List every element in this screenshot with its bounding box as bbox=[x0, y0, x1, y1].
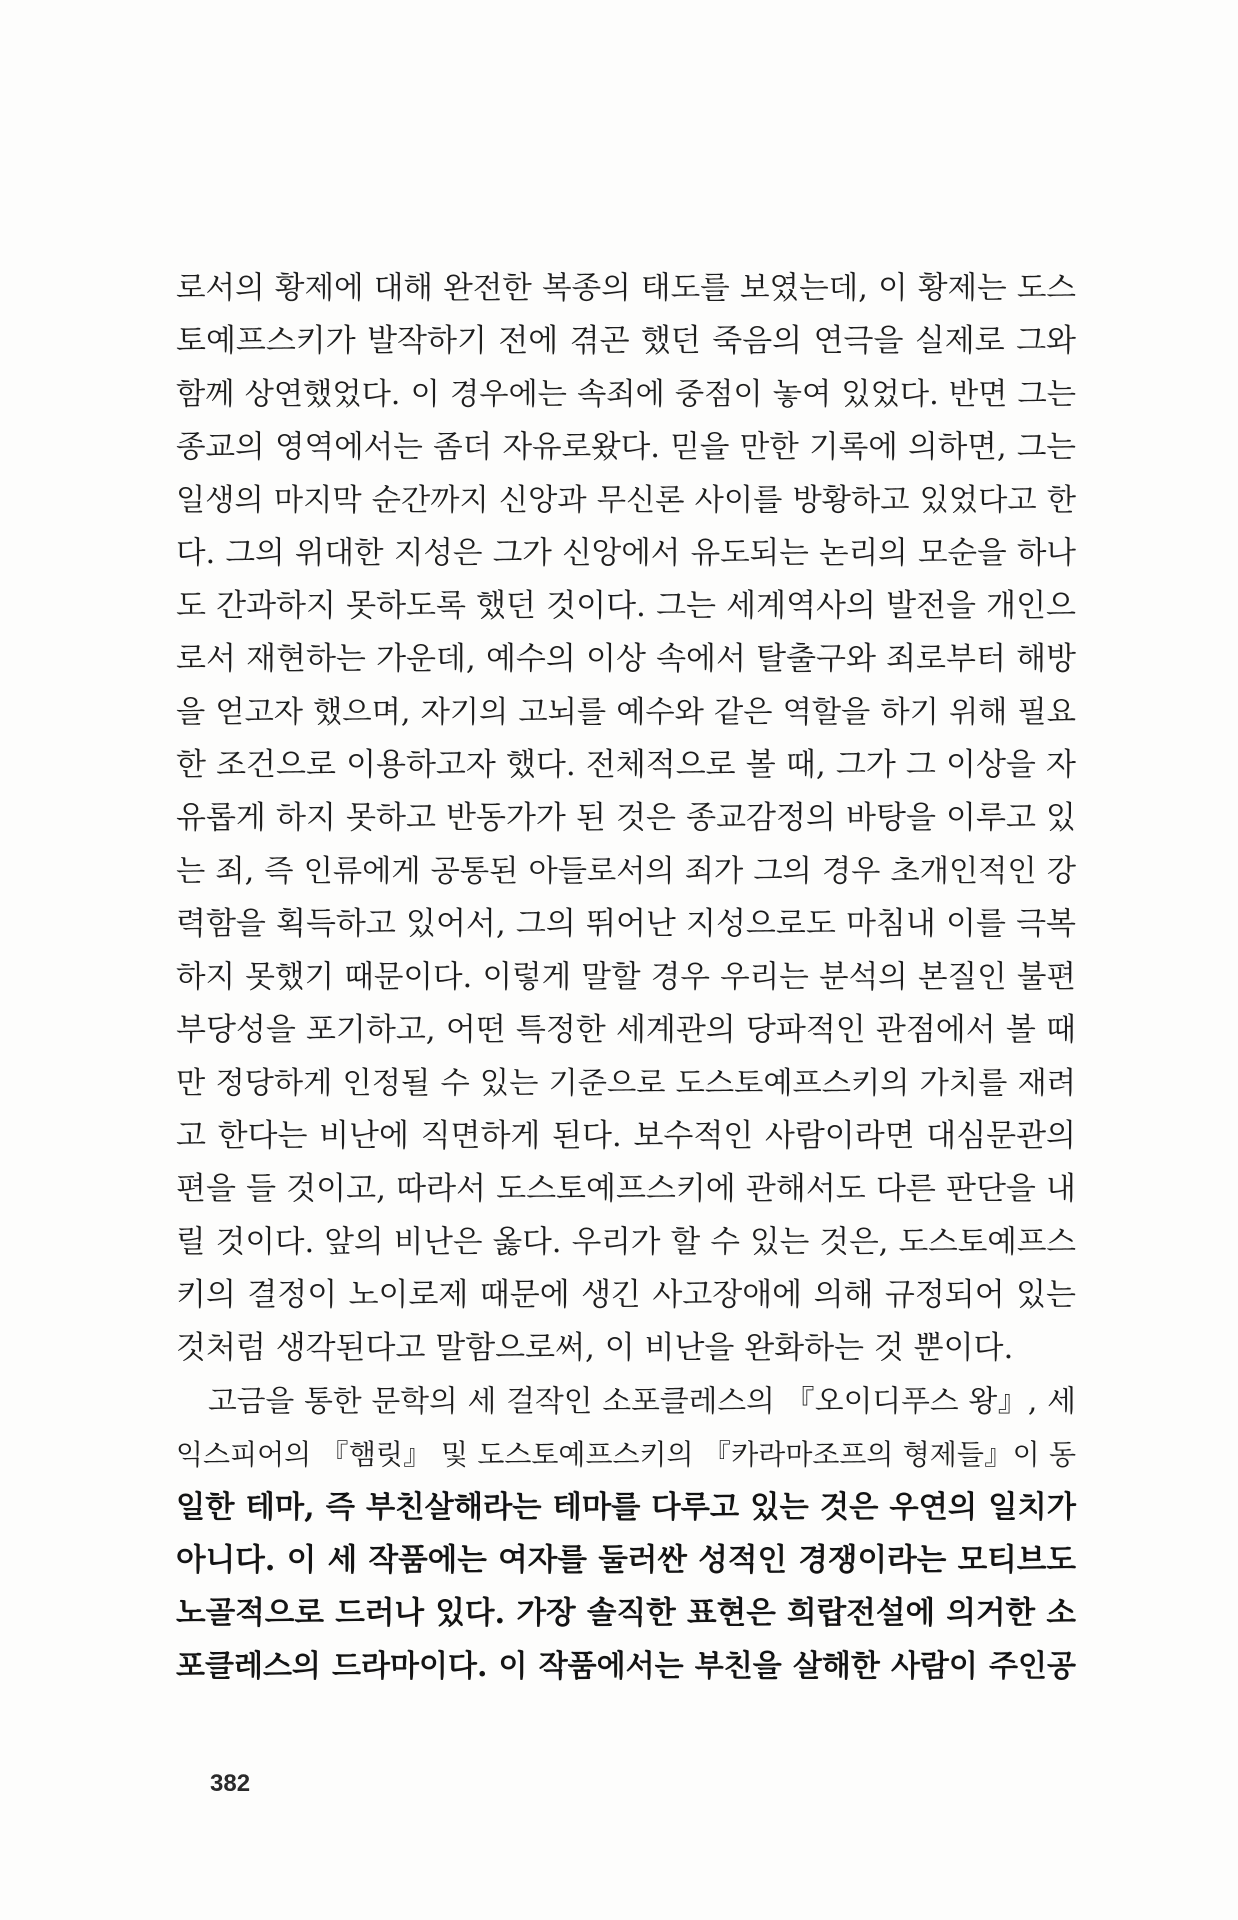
text-line: 일한 테마, 즉 부친살해라는 테마를 다루고 있는 것은 우연의 일치가 bbox=[176, 1490, 1076, 1525]
text-line: 고금을 통한 문학의 세 걸작인 소포클레스의 『오이디푸스 왕』, 세 bbox=[208, 1384, 1076, 1419]
text-line: 만 정당하게 인정될 수 있는 기준으로 도스토예프스키의 가치를 재려 bbox=[176, 1066, 1076, 1101]
text-line: 노골적으로 드러나 있다. 가장 솔직한 표현은 희랍전설에 의거한 소 bbox=[176, 1595, 1076, 1631]
text-line: 익스피어의 『햄릿』 및 도스토예프스키의 『카라마조프의 형제들』이 동 bbox=[176, 1438, 1076, 1471]
text-line: 종교의 영역에서는 좀더 자유로왔다. 믿을 만한 기록에 의하면, 그는 bbox=[176, 430, 1076, 465]
text-line: 로서의 황제에 대해 완전한 복종의 태도를 보였는데, 이 황제는 도스 bbox=[176, 271, 1076, 306]
text-line: 고 한다는 비난에 직면하게 된다. 보수적인 사람이라면 대심문관의 bbox=[176, 1118, 1076, 1154]
body-text bbox=[176, 262, 1076, 1693]
text-line: 한 조건으로 이용하고자 했다. 전체적으로 볼 때, 그가 그 이상을 자 bbox=[176, 747, 1076, 783]
text-line: 을 얻고자 했으며, 자기의 고뇌를 예수와 같은 역할을 하기 위해 필요 bbox=[176, 695, 1076, 730]
text-line: 유롭게 하지 못하고 반동가가 된 것은 종교감정의 바탕을 이루고 있 bbox=[176, 800, 1076, 836]
text-line: 력함을 획득하고 있어서, 그의 뛰어난 지성으로도 마침내 이를 극복 bbox=[176, 906, 1076, 942]
text-line: 도 간과하지 못하도록 했던 것이다. 그는 세계역사의 발전을 개인으 bbox=[176, 588, 1076, 624]
text-line: 토예프스키가 발작하기 전에 겪곤 했던 죽음의 연극을 실제로 그와 bbox=[176, 323, 1076, 359]
text-line: 편을 들 것이고, 따라서 도스토예프스키에 관해서도 다른 판단을 내 bbox=[176, 1171, 1076, 1207]
text-line: 하지 못했기 때문이다. 이렇게 말할 경우 우리는 분석의 본질인 불편 bbox=[176, 960, 1076, 995]
text-line: 릴 것이다. 앞의 비난은 옳다. 우리가 할 수 있는 것은, 도스토예프스 bbox=[176, 1225, 1076, 1260]
text-line: 로서 재현하는 가운데, 예수의 이상 속에서 탈출구와 죄로부터 해방 bbox=[176, 641, 1076, 677]
page-number: 382 bbox=[210, 1770, 251, 1797]
text-line: 아니다. 이 세 작품에는 여자를 둘러싼 성적인 경쟁이라는 모티브도 bbox=[176, 1542, 1076, 1578]
text-line: 다. 그의 위대한 지성은 그가 신앙에서 유도되는 논리의 모순을 하나 bbox=[176, 536, 1076, 571]
text-line: 는 죄, 즉 인류에게 공통된 아들로서의 죄가 그의 경우 초개인적인 강 bbox=[176, 854, 1076, 889]
text-line: 포클레스의 드라마이다. 이 작품에서는 부친을 살해한 사람이 주인공 bbox=[176, 1649, 1076, 1684]
text-line: 부당성을 포기하고, 어떤 특정한 세계관의 당파적인 관점에서 볼 때 bbox=[176, 1012, 1076, 1048]
text-line: 일생의 마지막 순간까지 신앙과 무신론 사이를 방황하고 있었다고 한 bbox=[176, 483, 1076, 518]
text-line: 것처럼 생각된다고 말함으로써, 이 비난을 완화하는 것 뿐이다. bbox=[176, 1330, 1014, 1366]
text-line: 함께 상연했었다. 이 경우에는 속죄에 중점이 놓여 있었다. 반면 그는 bbox=[176, 377, 1076, 412]
text-line: 키의 결정이 노이로제 때문에 생긴 사고장애에 의해 규정되어 있는 bbox=[176, 1277, 1076, 1313]
